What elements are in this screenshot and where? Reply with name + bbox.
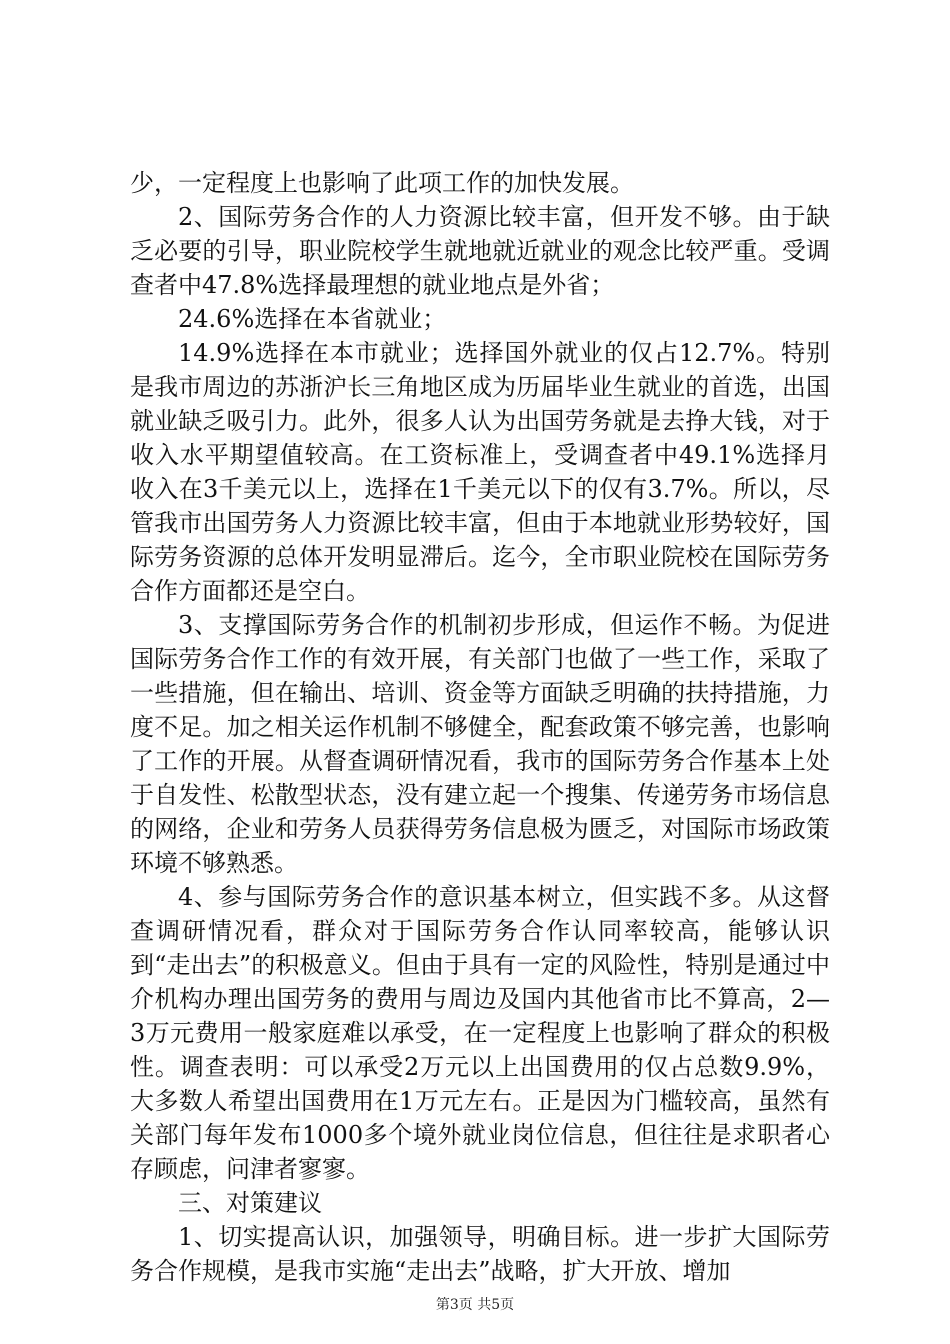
section-heading-suggestions: 三、对策建议 xyxy=(178,1189,322,1217)
paragraph-point-4: 4、参与国际劳务合作的意识基本树立，但实践不多。从这督查调研情况看，群众对于国际劳务合作认同率较高，能够认识到“走出去”的积极意义。但由于具有一定的风险性，特别是通过中介机构办理出国劳务的费用与周边及国内其他省市比不算高，2—3万元费用一般家庭难以承受，在一定程度上也影响了群众的积极性。调查表明：可以承受2万元以上出国费用的仅占总数9.9%，大多数人希望出国费用在1万元左右。正是因为门槛较高，虽然有关部门每年发布1000多个境外就业岗位信息，但往往是求职者心存顾虑，问津者寥寥。 xyxy=(130,883,830,1183)
paragraph-local-province: 24.6%选择在本省就业； xyxy=(178,305,447,333)
paragraph-suggestion-1: 1、切实提高认识，加强领导，明确目标。进一步扩大国际劳务合作规模，是我市实施“走出去”战略，扩大开放、增加 xyxy=(130,1223,830,1285)
document-body xyxy=(130,166,830,1288)
paragraph-point-2: 2、国际劳务合作的人力资源比较丰富，但开发不够。由于缺乏必要的引导，职业院校学生就地就近就业的观念比较严重。受调查者中47.8%选择最理想的就业地点是外省； xyxy=(130,203,830,299)
paragraph-local-city: 14.9%选择在本市就业；选择国外就业的仅占12.7%。特别是我市周边的苏浙沪长三角地区成为历届毕业生就业的首选，出国就业缺乏吸引力。此外，很多人认为出国劳务就是去挣大钱，对于收入水平期望值较高。在工资标准上，受调查者中49.1%选择月收入在3千美元以上，选择在1千美元以下的仅有3.7%。所以，尽管我市出国劳务人力资源比较丰富，但由于本地就业形势较好，国际劳务资源的总体开发明显滞后。迄今，全市职业院校在国际劳务合作方面都还是空白。 xyxy=(130,339,830,605)
paragraph-point-3: 3、支撑国际劳务合作的机制初步形成，但运作不畅。为促进国际劳务合作工作的有效开展，有关部门也做了一些工作，采取了一些措施，但在输出、培训、资金等方面缺乏明确的扶持措施，力度不足。加之相关运作机制不够健全，配套政策不够完善，也影响了工作的开展。从督查调研情况看，我市的国际劳务合作基本上处于自发性、松散型状态，没有建立起一个搜集、传递劳务市场信息的网络，企业和劳务人员获得劳务信息极为匮乏，对国际市场政策环境不够熟悉。 xyxy=(130,611,830,877)
paragraph-continuation: 少，一定程度上也影响了此项工作的加快发展。 xyxy=(130,169,634,197)
page-number-footer: 第3页 共5页 xyxy=(435,1297,515,1313)
